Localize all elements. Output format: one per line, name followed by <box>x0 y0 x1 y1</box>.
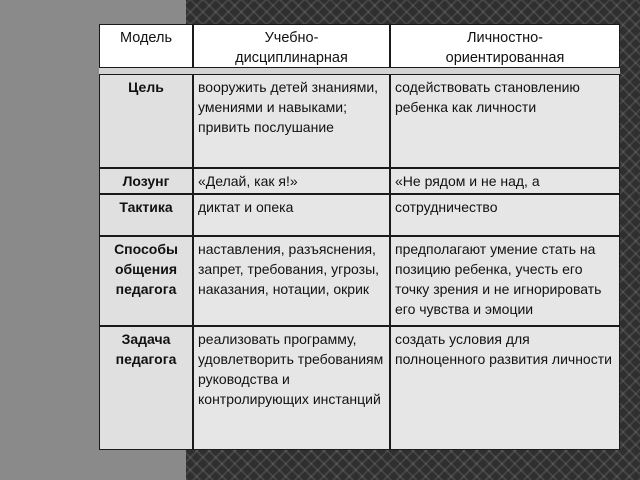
tactics-disciplinary: диктат и опека <box>193 194 390 236</box>
slogan-disciplinary: «Делай, как я!» <box>193 168 390 194</box>
goal-person-oriented: содействовать становлению ребенка как личности <box>390 74 620 168</box>
header-disciplinary: Учебно- дисциплинарная <box>193 24 390 68</box>
task-disciplinary: реализовать программу, удовлетворить требованиям руководства и контролирующих инстанций <box>193 326 390 450</box>
row-label-slogan: Лозунг <box>99 168 193 194</box>
header-model: Модель <box>99 24 193 68</box>
communication-person-oriented: предполагают умение стать на позицию ребенка, учесть его точку зрения и не игнорировать его чувства и эмоции <box>390 236 620 326</box>
slogan-person-oriented: «Не рядом и не над, а <box>390 168 620 194</box>
row-label-communication: Способы общения педагога <box>99 236 193 326</box>
goal-disciplinary: вооружить детей знаниями, умениями и навыками; привить послушание <box>193 74 390 168</box>
tactics-person-oriented: сотрудничество <box>390 194 620 236</box>
row-label-task: Задача педагога <box>99 326 193 450</box>
row-label-tactics: Тактика <box>99 194 193 236</box>
row-label-goal: Цель <box>99 74 193 168</box>
communication-disciplinary: наставления, разъяснения, запрет, требования, угрозы, наказания, нотации, окрик <box>193 236 390 326</box>
header-person-oriented: Личностно- ориентированная <box>390 24 620 68</box>
comparison-table <box>99 24 620 450</box>
task-person-oriented: создать условия для полноценного развития личности <box>390 326 620 450</box>
